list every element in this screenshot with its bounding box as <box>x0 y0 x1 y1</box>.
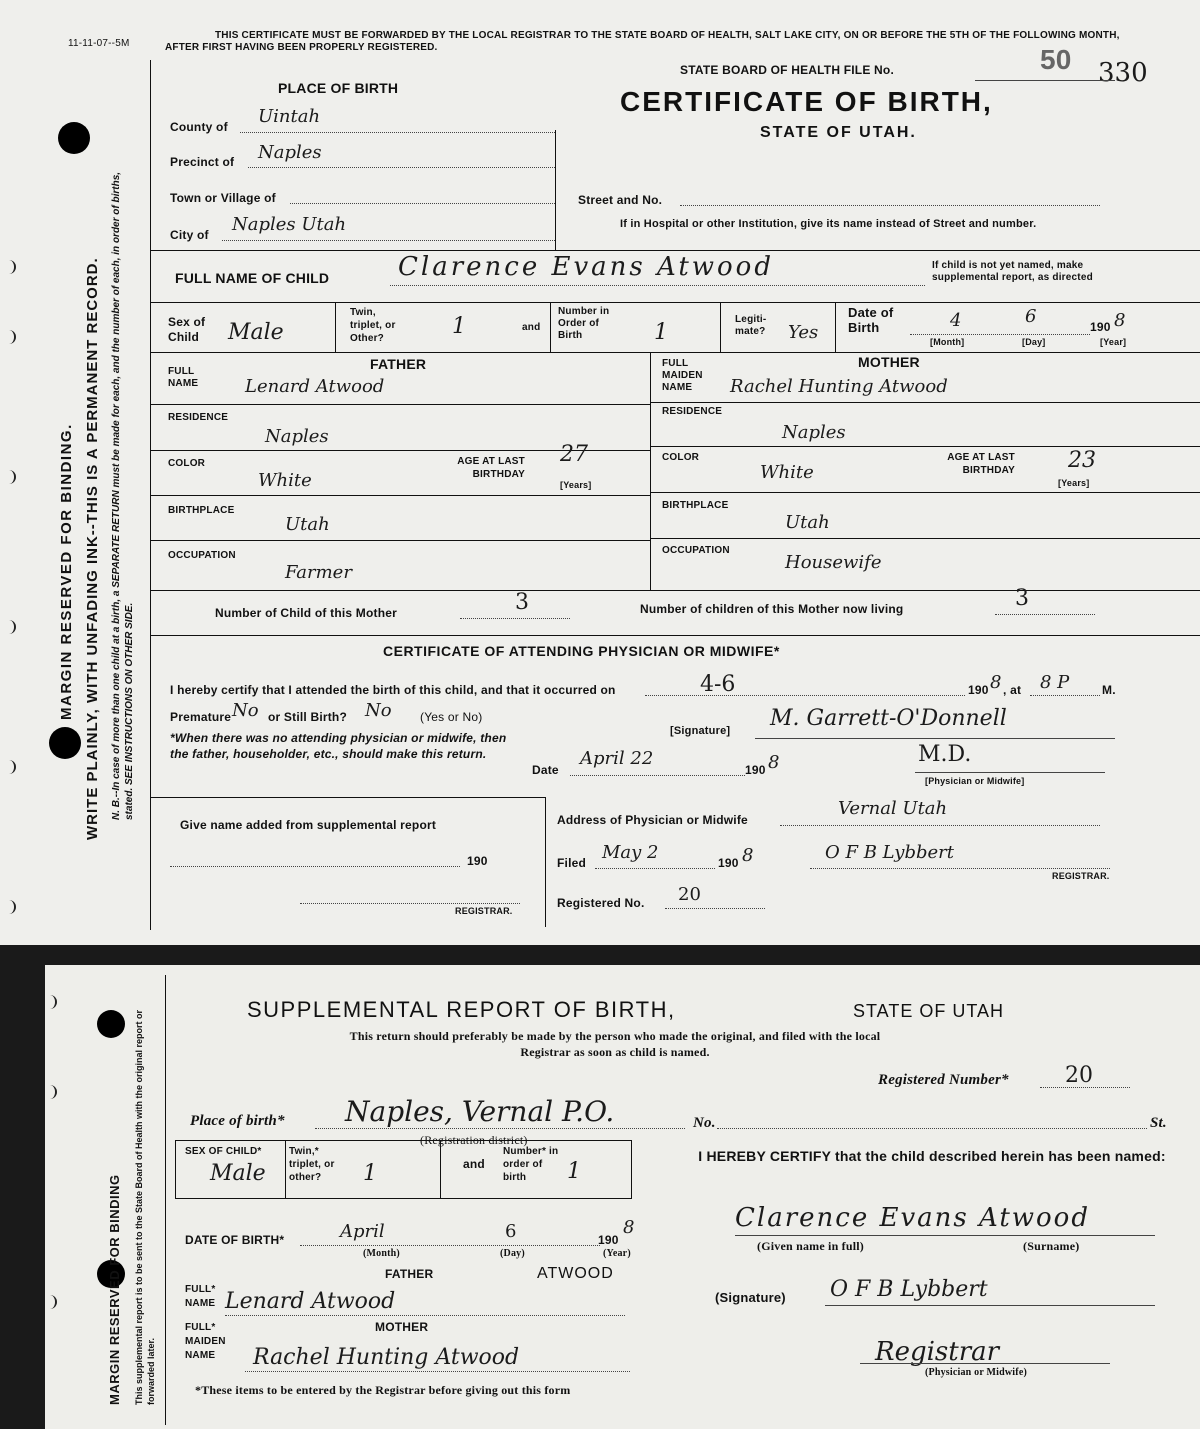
supplemental-month-caption: (Month) <box>363 1248 400 1259</box>
order-value: 1 <box>654 320 668 345</box>
place-of-birth-label: Place of birth* <box>190 1113 285 1129</box>
mother-occupation: Housewife <box>785 552 882 573</box>
father-occupation-label: OCCUPATION <box>168 550 236 561</box>
father-name: Lenard Atwood <box>245 376 385 397</box>
supplemental-dob-label: DATE OF BIRTH* <box>185 1233 285 1247</box>
father-color: White <box>258 470 312 491</box>
dob-year-handwritten: 8 <box>1114 310 1126 331</box>
supplemental-dob-year-handwritten: 8 <box>623 1217 635 1238</box>
registration-district-caption: (Registration district) <box>420 1133 528 1147</box>
supplemental-father-name: Lenard Atwood <box>225 1289 396 1314</box>
occurred-year-printed: 190 <box>968 683 989 697</box>
supplemental-mother-heading: MOTHER <box>375 1320 429 1334</box>
sex-label: Sex of Child <box>168 315 206 344</box>
father-age-label: AGE AT LAST BIRTHDAY <box>457 456 525 480</box>
supplemental-physician-caption: (Physician or Midwife) <box>925 1367 1027 1378</box>
child-number: 3 <box>515 590 529 615</box>
physician-signature: M. Garrett-O'Donnell <box>770 706 1007 731</box>
city-value: Naples Utah <box>232 214 347 235</box>
father-surname-correction: ATWOOD <box>537 1265 614 1282</box>
perforation-notch <box>45 995 57 1009</box>
father-years-caption: [Years] <box>560 480 592 490</box>
sex-value: Male <box>228 320 284 345</box>
perforation-notch <box>45 1085 57 1099</box>
certificate-title: CERTIFICATE OF BIRTH, <box>620 86 993 117</box>
supplemental-name-label: Give name added from supplemental report <box>180 818 437 832</box>
supplemental-dob-month: April <box>340 1221 385 1242</box>
county-label: County of <box>170 120 228 134</box>
given-name-caption: (Given name in full) <box>757 1239 865 1253</box>
supplemental-year: 190 <box>467 854 488 868</box>
dob-day: 6 <box>1025 306 1037 327</box>
father-color-label: COLOR <box>168 458 206 469</box>
still-birth-label: or Still Birth? <box>268 710 347 724</box>
perforation-notch <box>4 620 16 634</box>
perforation-notch <box>4 900 16 914</box>
place-of-birth-value: Naples, Vernal P.O. <box>345 1095 615 1128</box>
supplemental-sex-label: SEX OF CHILD* <box>185 1146 262 1157</box>
mother-name: Rachel Hunting Atwood <box>730 376 948 397</box>
supplemental-mother-name: Rachel Hunting Atwood <box>253 1345 520 1370</box>
child-name-note: If child is not yet named, make supplemental report, as directed <box>932 260 1093 283</box>
day-caption: [Day] <box>1022 337 1046 347</box>
naming-certification: I HEREBY CERTIFY that the child described herein has been named: <box>698 1148 1166 1164</box>
occurred-year-handwritten: 8 <box>990 672 1002 693</box>
physician-heading: CERTIFICATE OF ATTENDING PHYSICIAN OR MIDWIFE* <box>383 643 780 659</box>
meridiem-label: M. <box>1102 683 1116 697</box>
supplemental-and-label: and <box>463 1157 485 1171</box>
mother-name-label: FULL MAIDEN NAME <box>662 358 703 393</box>
binding-hole <box>49 727 81 759</box>
permanent-record-note: WRITE PLAINLY, WITH UNFADING INK--THIS IS A PERMANENT RECORD. <box>84 257 101 840</box>
report-year-printed: 190 <box>745 763 766 777</box>
occurred-date: 4-6 <box>700 672 736 697</box>
supplemental-twin-label: Twin,* triplet, or other? <box>289 1146 335 1183</box>
mother-residence: Naples <box>782 422 846 443</box>
supplemental-intro: This return should preferably be made by the person who made the original, and filed with the local Registrar as soon as child is named. <box>349 1029 881 1059</box>
premature-label: Premature <box>170 710 232 724</box>
registered-number: 20 <box>678 884 701 905</box>
perforation-notch <box>4 330 16 344</box>
physician-caption: [Physician or Midwife] <box>925 776 1025 786</box>
registrar-caption: REGISTRAR. <box>455 906 513 916</box>
assigned-name: Clarence Evans Atwood <box>735 1203 1090 1233</box>
at-label: , at <box>1003 683 1022 697</box>
signature-label: [Signature] <box>670 725 731 737</box>
father-age: 27 <box>560 442 588 467</box>
no-physician-note: *When there was no attending physician or midwife, then the father, householder, etc., should make this return. <box>170 731 507 761</box>
father-birthplace: Utah <box>285 514 330 535</box>
filed-date: May 2 <box>602 842 659 863</box>
report-year-handwritten: 8 <box>768 752 780 773</box>
supplemental-signature-label: (Signature) <box>715 1290 786 1305</box>
child-number-label: Number of Child of this Mother <box>215 606 397 620</box>
date-label: Date <box>532 763 559 777</box>
city-label: City of <box>170 228 209 242</box>
legitimate-label: Legiti-mate? <box>735 314 767 337</box>
filed-year-printed: 190 <box>718 856 739 870</box>
mother-color: White <box>760 462 814 483</box>
dob-label: Date of Birth <box>848 305 894 335</box>
supplemental-dob-day: 6 <box>505 1221 517 1242</box>
street-label: Street and No. <box>578 193 663 207</box>
hospital-note: If in Hospital or other Institution, give its name instead of Street and number. <box>620 218 1037 230</box>
supplemental-sex-value: Male <box>210 1161 266 1186</box>
living-label: Number of children of this Mother now living <box>640 602 904 616</box>
yes-no-note: (Yes or No) <box>420 710 483 724</box>
year-caption: [Year] <box>1100 337 1127 347</box>
and-label: and <box>522 322 541 333</box>
supplemental-mother-name-label: FULL* MAIDEN NAME <box>185 1322 226 1361</box>
dob-month: 4 <box>950 310 962 331</box>
supplemental-registered-number: 20 <box>1065 1063 1093 1088</box>
still-birth-value: No <box>365 700 392 721</box>
binding-hole <box>97 1010 125 1038</box>
certificate-state: STATE OF UTAH. <box>760 124 917 141</box>
child-name-label: FULL NAME OF CHILD <box>175 270 330 286</box>
file-number-handwritten: 330 <box>1098 58 1148 88</box>
md-title: M.D. <box>918 742 972 767</box>
father-birthplace-label: BIRTHPLACE <box>168 505 235 516</box>
surname-caption: (Surname) <box>1023 1239 1080 1253</box>
mother-color-label: COLOR <box>662 452 700 463</box>
filed-year-handwritten: 8 <box>742 845 754 866</box>
perforation-notch <box>4 760 16 774</box>
binding-hole <box>58 122 90 154</box>
supplemental-dob-year-printed: 190 <box>598 1233 619 1247</box>
father-heading: FATHER <box>370 356 427 372</box>
binding-margin-note: MARGIN RESERVED FOR BINDING <box>107 1174 122 1405</box>
mother-birthplace-label: BIRTHPLACE <box>662 500 729 511</box>
town-label: Town or Village of <box>170 191 276 205</box>
forwarding-notice: THIS CERTIFICATE MUST BE FORWARDED BY THE LOCAL REGISTRAR TO THE STATE BOARD OF HEALTH, SALT LAKE CITY, ON OR BEFORE THE 5TH OF THE FOLLOWING MONTH, AFTER FIRST HAVING BEEN PROPERLY REGISTERED. <box>165 30 1120 53</box>
supplemental-twin-value: 1 <box>363 1161 377 1186</box>
registered-label: Registered No. <box>557 896 645 910</box>
address-label: Address of Physician or Midwife <box>557 813 748 827</box>
precinct-value: Naples <box>258 142 322 163</box>
father-name-label: FULL NAME <box>168 366 199 389</box>
separate-return-note: N. B.--In case of more than one child at a birth, a SEPARATE RETURN must be made for each, and the number of each, in order of births, stated. SEE INSTRUCTIONS ON OTHER SIDE. <box>111 171 135 820</box>
living-number: 3 <box>1015 586 1029 611</box>
supplemental-report <box>45 965 1200 1429</box>
legitimate-value: Yes <box>788 322 819 343</box>
twin-value: 1 <box>452 314 466 339</box>
father-residence-label: RESIDENCE <box>168 412 229 423</box>
perforation-notch <box>45 1295 57 1309</box>
child-name-value: Clarence Evans Atwood <box>398 252 774 282</box>
filed-registrar-signature: O F B Lybbert <box>825 842 954 863</box>
supplemental-side-note: This supplemental report is to be sent to the State Board of Health with the original report or forwarded later. <box>134 1009 156 1405</box>
occurred-time: 8 P <box>1040 672 1070 693</box>
father-residence: Naples <box>265 426 329 447</box>
certify-statement: I hereby certify that I attended the birth of this child, and that it occurred on <box>170 683 616 697</box>
supplemental-state: STATE OF UTAH <box>853 1001 1004 1021</box>
supplemental-order-label: Number* in order of birth <box>503 1146 559 1183</box>
perforation-notch <box>4 260 16 274</box>
mother-age-label: AGE AT LAST BIRTHDAY <box>947 452 1015 476</box>
mother-years-caption: [Years] <box>1058 478 1090 488</box>
file-number-label: STATE BOARD OF HEALTH FILE No. <box>680 63 894 77</box>
mother-heading: MOTHER <box>858 354 920 370</box>
supplemental-father-heading: FATHER <box>385 1267 434 1281</box>
mother-residence-label: RESIDENCE <box>662 406 723 417</box>
supplemental-title: SUPPLEMENTAL REPORT OF BIRTH, <box>247 997 676 1022</box>
mother-occupation-label: OCCUPATION <box>662 545 730 556</box>
registrar-title-handwritten: Registrar <box>875 1337 1000 1367</box>
county-value: Uintah <box>258 106 321 127</box>
no-label: No. <box>693 1115 716 1131</box>
premature-value: No <box>232 700 259 721</box>
filed-registrar-caption: REGISTRAR. <box>1052 871 1110 881</box>
report-date: April 22 <box>580 748 654 769</box>
registrar-footnote: *These items to be entered by the Registrar before giving out this form <box>195 1383 571 1397</box>
file-number-stamp: 50 <box>1040 44 1072 75</box>
supplemental-order-value: 1 <box>567 1159 581 1184</box>
mother-age: 23 <box>1068 448 1096 473</box>
father-occupation: Farmer <box>285 562 352 583</box>
supplemental-day-caption: (Day) <box>500 1248 525 1259</box>
supplemental-year-caption: (Year) <box>603 1248 631 1259</box>
supplemental-father-name-label: FULL* NAME <box>185 1284 216 1309</box>
filed-label: Filed <box>557 856 587 870</box>
form-code: 11-11-07--5M <box>68 38 130 49</box>
physician-address: Vernal Utah <box>838 798 948 819</box>
dob-year-printed: 190 <box>1090 320 1111 334</box>
precinct-label: Precinct of <box>170 155 235 169</box>
mother-birthplace: Utah <box>785 512 830 533</box>
order-label: Number in Order of Birth <box>558 306 610 341</box>
month-caption: [Month] <box>930 337 965 347</box>
street-label: St. <box>1150 1115 1167 1131</box>
place-of-birth-heading: PLACE OF BIRTH <box>278 80 399 96</box>
supplemental-registered-label: Registered Number* <box>878 1072 1009 1088</box>
perforation-notch <box>4 470 16 484</box>
binding-margin-note: MARGIN RESERVED FOR BINDING. <box>58 423 75 720</box>
twin-label: Twin, triplet, or Other? <box>350 307 396 344</box>
registrar-signature: O F B Lybbert <box>830 1277 988 1302</box>
